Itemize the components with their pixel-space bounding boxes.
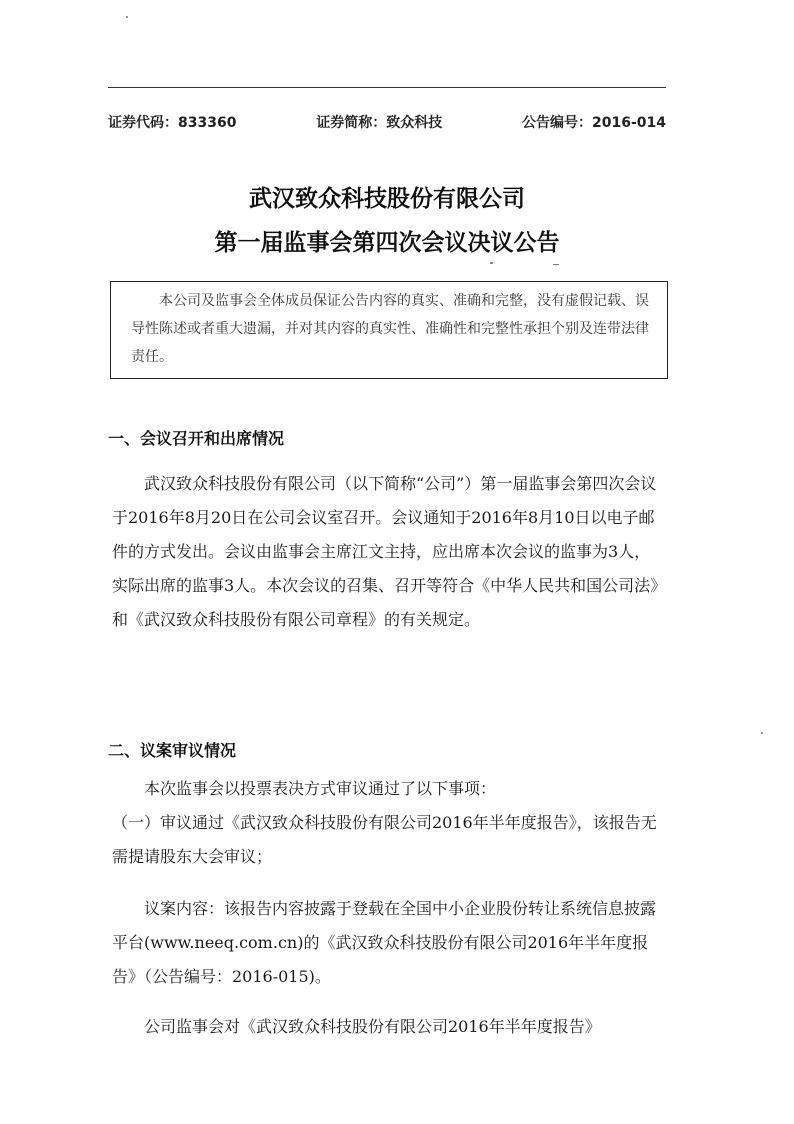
section-heading-meeting: 一、会议召开和出席情况 xyxy=(108,429,285,448)
announcement-number: 公告编号：2016-014 xyxy=(521,115,666,131)
scan-speck xyxy=(126,16,128,18)
company-title: 武汉致众科技股份有限公司 xyxy=(249,186,525,212)
proposal-content: 议案内容：该报告内容披露于登载在全国中小企业股份转让系统信息披露平台(www.neeq.com.cn)的《武汉致众科技股份有限公司2016年半年度报告》（公告编号：2016-015)。 xyxy=(112,899,657,986)
disclaimer-box xyxy=(110,281,668,379)
meeting-paragraph: 武汉致众科技股份有限公司（以下简称“公司”）第一届监事会第四次会议于2016年8月20日在公司会议室召开。会议通知于2016年8月10日以电子邮件的方式发出。会议由监事会主席江文主持，应出席本次会议的监事为3人，实际出席的监事3人。本次会议的召集、召开等符合《中华人民共和国公司法》和《武汉致众科技股份有限公司章程》的有关规定。 xyxy=(112,474,659,629)
announcement-title: 第一届监事会第四次会议决议公告 xyxy=(214,230,560,256)
security-code: 证券代码：833360 xyxy=(108,115,237,131)
scan-speck xyxy=(761,732,763,734)
scan-speck xyxy=(553,264,559,265)
review-item-1: （一）审议通过《武汉致众科技股份有限公司2016年半年度报告》，该报告无需提请股东大会审议； xyxy=(112,813,657,866)
section-heading-review: 二、议案审议情况 xyxy=(108,741,237,760)
supervisor-opinion: 公司监事会对《武汉致众科技股份有限公司2016年半年度报告》 xyxy=(144,1017,601,1036)
header-rule xyxy=(108,87,666,88)
scan-speck xyxy=(490,262,493,264)
review-intro: 本次监事会以投票表决方式审议通过了以下事项： xyxy=(144,779,497,798)
disclaimer-text: 本公司及监事会全体成员保证公告内容的真实、准确和完整，没有虚假记载、误导性陈述或者重大遗漏，并对其内容的真实性、准确性和完整性承担个别及连带法律责任。 xyxy=(131,293,649,365)
announcement-header xyxy=(108,112,666,132)
security-name: 证券简称：致众科技 xyxy=(316,115,443,131)
